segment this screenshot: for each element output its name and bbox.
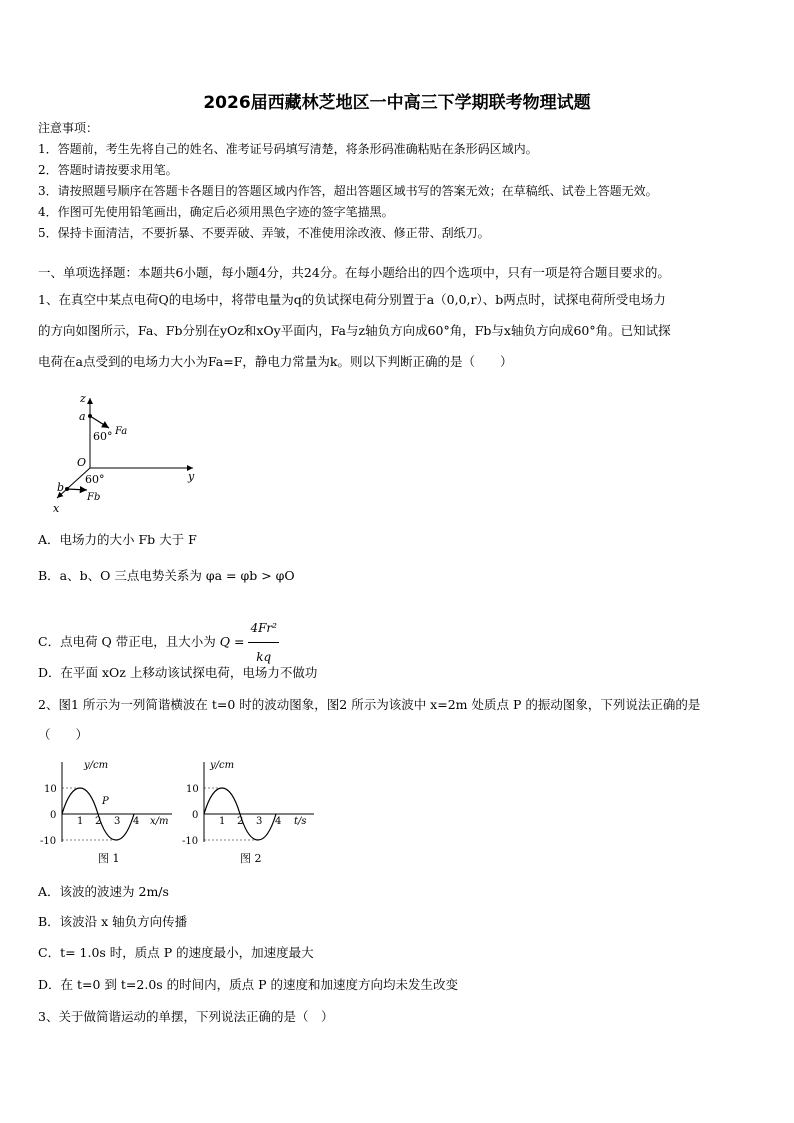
point-b-label: b: [57, 481, 65, 494]
fig1-ytick: 10: [44, 784, 57, 795]
question-2-text: 2、图1 所示为一列简谐横波在 t=0 时的波动图象，图2 所示为该波中 x=2m 处质点 P 的振动图象，下列说法正确的是: [38, 697, 701, 712]
fig2-xtick: 3: [256, 816, 263, 827]
fig1-point-p: P: [102, 796, 109, 807]
q1-option-a: A．电场力的大小 Fb 大于 F: [38, 532, 197, 547]
fig1-xtick: 1: [77, 816, 84, 827]
fig2-ylabel: y/cm: [210, 760, 235, 771]
z-axis-label: z: [80, 392, 86, 405]
question-3-text: 3、关于做简谐运动的单摆，下列说法正确的是（ ）: [38, 1009, 334, 1024]
q1-option-c-text: C．点电荷 Q 带正电，且大小为: [38, 634, 216, 649]
point-a-label: a: [79, 410, 86, 423]
force-b-label: Fb: [87, 492, 101, 503]
notice-item: 4．作图可先使用铅笔画出，确定后必须用黑色字迹的签字笔描黑。: [38, 205, 394, 219]
notice-heading: 注意事项：: [38, 121, 99, 135]
force-a-label: Fa: [115, 426, 128, 437]
section-heading: 一、单项选择题：本题共6小题，每小题4分，共24分。在每小题给出的四个选项中，只有一项是符合题目要求的。: [38, 265, 670, 280]
q2-option-c: C．t= 1.0s 时，质点 P 的速度最小，加速度最大: [38, 945, 314, 960]
q2-figure-1: [38, 756, 178, 868]
fig2-ytick: 10: [186, 784, 199, 795]
question-1-text: 电荷在a点受到的电场力大小为Fa=F，静电力常量为k。则以下判断正确的是（ ）: [38, 354, 513, 369]
fig2-xtick: 1: [219, 816, 226, 827]
question-2-text: （ ）: [38, 727, 89, 742]
fig1-ytick: -10: [40, 836, 57, 847]
fig1-ylabel: y/cm: [84, 760, 109, 771]
fig2-caption: 图 2: [240, 852, 262, 865]
q2-figure-2: [180, 756, 320, 868]
q2-option-d: D．在 t=0 到 t=2.0s 的时间内，质点 P 的速度和加速度方向均未发生改变: [38, 977, 459, 992]
fig2-xlabel: t/s: [294, 816, 307, 827]
q1-option-c-fraction: [248, 614, 279, 671]
q1-option-d: D．在平面 xOz 上移动该试探电荷，电场力不做功: [38, 665, 318, 680]
q1-option-b: B．a、b、O 三点电势关系为 φa = φb > φO: [38, 568, 295, 583]
angle-b-label: 60°: [85, 473, 105, 486]
q1-option-c-lhs: Q =: [219, 634, 245, 649]
fig2-xtick: 4: [275, 816, 282, 827]
fig2-ytick: 0: [192, 810, 199, 821]
y-axis-label: y: [188, 470, 195, 483]
q1-option-c: [38, 614, 758, 671]
fig1-caption: 图 1: [98, 852, 120, 865]
fig1-xtick: 3: [114, 816, 121, 827]
fig1-ytick: 0: [50, 810, 57, 821]
question-1-text: 1、在真空中某点电荷Q的电场中，将带电量为q的负试探电荷分别置于a（0,0,r）、b两点时，试探电荷所受电场力: [38, 292, 666, 307]
q2-option-a: A．该波的波速为 2m/s: [38, 884, 169, 899]
fig1-xlabel: x/m: [150, 816, 169, 827]
notice-item: 3．请按照题号顺序在答题卡各题目的答题区域内作答，超出答题区域书写的答案无效；在草稿纸、试卷上答题无效。: [38, 184, 658, 198]
fig2-xtick: 2: [237, 816, 244, 827]
q1-axes-figure: [45, 388, 215, 518]
fraction-denominator: kq: [256, 650, 272, 664]
q2-option-b: B．该波沿 x 轴负方向传播: [38, 914, 188, 929]
fraction-numerator: 4Fr²: [248, 614, 279, 643]
fig1-xtick: 4: [133, 816, 140, 827]
question-1-text: 的方向如图所示，Fa、Fb分别在yOz和xOy平面内，Fa与z轴负方向成60°角，Fb与x轴负方向成60°角。已知试探: [38, 323, 671, 338]
notice-item: 1．答题前，考生先将自己的姓名、准考证号码填写清楚，将条形码准确粘贴在条形码区域内。: [38, 142, 538, 156]
notice-item: 2．答题时请按要求用笔。: [38, 163, 178, 177]
fig1-xtick: 2: [95, 816, 102, 827]
angle-a-label: 60°: [93, 430, 113, 443]
origin-label: O: [77, 456, 87, 469]
page-title: 2026届西藏林芝地区一中高三下学期联考物理试题: [203, 93, 591, 113]
notice-item: 5．保持卡面清洁，不要折暴、不要弄破、弄皱，不准使用涂改液、修正带、刮纸刀。: [38, 226, 490, 240]
x-axis-label: x: [53, 502, 60, 515]
fig2-ytick: -10: [182, 836, 199, 847]
